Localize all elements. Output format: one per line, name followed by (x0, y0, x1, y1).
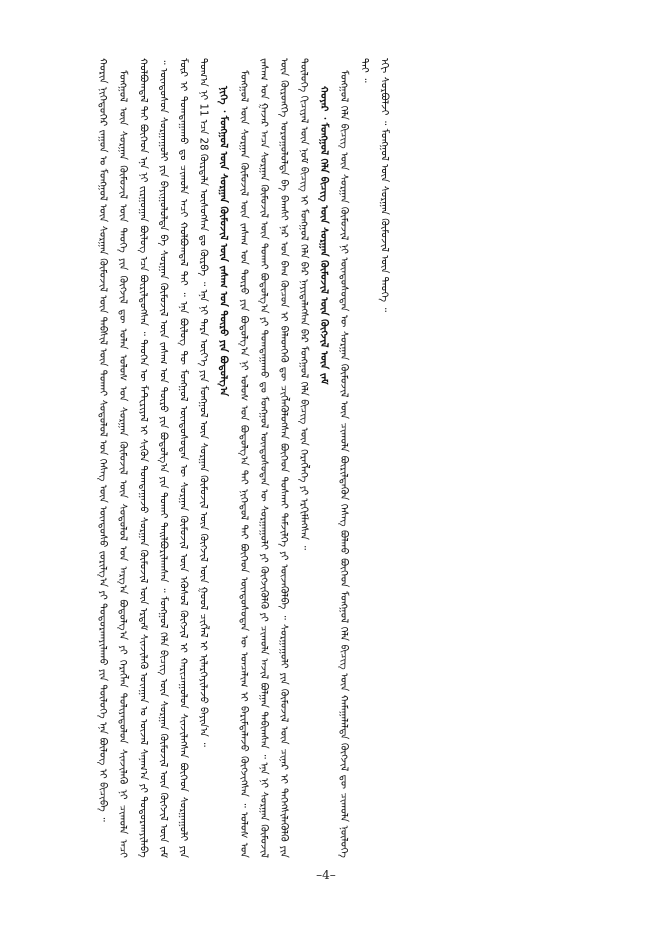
paragraph-1: ᠬᠣᠷᠢᠨ ᠨᠢᠭᠡᠳᠦᠭᠡᠷ ᠵᠠᠭᠤᠨ ᠤ ᠮᠣᠩᠭᠣᠯ ᠦᠨ ᠰᠤᠷᠭᠠᠨ ᠬᠦᠮᠦᠵᠢᠯ ᠦᠨ ᠳᠡᠪᠰᠢᠯ ᠦᠨ ᠲᠤᠬᠠᠢ ᠰᠤᠳᠤᠯᠤᠯ ᠤᠨ ᠬᠡᠰᠡᠭ ᠦᠨ ᠦᠨᠳᠦᠰᠦ ᠵᠣᠷᠢᠯᠭ᠎ᠠ ᠶᠢ ᠲᠣᠳᠤᠷᠬᠠᠶᠢᠯᠠᠬᠤ ᠶᠢᠨ ᠲᠥᠯᠦᠭᠡ ᠡᠨᠡ ᠪᠥᠯᠥᠭ ᠢ ᠪᠢᠴᠢᠪᠡ ᠃ (97, 58, 109, 822)
paragraph-2: ᠮᠣᠩᠭᠣᠯ ᠦᠨ ᠰᠤᠷᠭᠠᠨ ᠬᠦᠮᠦᠵᠢᠯ ᠦᠨ ᠲᠡᠦᠬᠡ ᠶᠢᠨ ᠬᠥᠭᠵᠢᠯ ᠳᠦ ᠣᠯᠠᠨ ᠤᠯᠤᠰ ᠤᠨ ᠰᠤᠷᠭᠠᠨ ᠬᠦᠮᠦᠵᠢᠯ ᠦᠨ ᠰᠤᠳᠤᠯᠤᠯ ᠤᠨ ᠠᠷᠭ᠎ᠠ ᠪᠣᠳᠤᠯᠭ᠎ᠠ ᠶᠢ ᠬᠡᠷᠡᠭᠯᠡᠨ ᠲᠣᠯᠢᠶᠠᠳᠤᠯᠤᠨ ᠰᠢᠨᠵᠢᠯᠡᠬᠦ ᠨᠢ ᠴᠢᠬᠤᠯᠠ ᠠᠴᠢ ᠬᠣᠯᠪᠣᠭᠳᠠᠯ ᠲᠠᠢ ᠪᠥᠭᠡᠳ ᠡᠨᠡ ᠨᠢ ᠵᠢᠷᠭᠤᠭᠠᠨ ᠪᠦᠯᠦᠭ ᠡᠴᠡ ᠪᠦᠷᠢᠯᠳᠦᠭᠰᠡᠨ ᠃ ᠳᠡᠦᠬᠡᠨ ᠦ ᠮᠠᠲ᠋ᠧᠷᠢᠶᠠᠯ ᠢ ᠰᠢᠭᠦᠨ ᠲᠣᠭᠲᠠᠭᠠᠵᠤ ᠰᠤᠷᠭᠠᠨ ᠬᠦᠮᠦᠵᠢᠯ ᠦᠨ ᠡᠷᠳᠡᠮ ᠰᠢᠨᠵᠢᠯᠡᠬᠦ ᠤᢈᠠᠭᠠᠨ ᠤ ᠦᠵᠡᠯ ᠰᠠᠨᠠᠭ᠎ᠠ ᠶᠢ ᠲᠣᠳᠤᠷᠬᠠᠶᠢᠯᠠᠪᠠ ᠃ ᠦᠨᠳᠦᠰᠦᠨ ᠰᠤᠷᠭᠠᠭᠤᠯᠢ ᠶᠢᠨ ᠪᠠᠶᠢᠭᠤᠯᠤᠯᠳᠠ ᠪᠠ ᠰᠤᠷᠭᠠᠨ ᠬᠦᠮᠦᠵᠢᠯ ᠦᠨ ᠵᠠᠰᠠᠭ ᠤᠨ ᠲᠥᠷᠦ ᠶᠢᠨ ᠪᠣᠳᠣᠯᠭ᠎ᠠ ᠶᠢᠨ ᠲᠤᠬᠠᠢ ᠲᠠᠢᠯᠪᠤᠷᠢᠯᠠᠭᠰᠠᠨ ᠃ ᠮᠣᠩᠭᠣᠯ ᠬᠡᠯᠡ ᠪᠢᠴᠢᠭ ᠦᠨ ᠰᠤᠷᠭᠠᠨ ᠬᠦᠮᠦᠵᠢᠯ ᠦᠨ ᠬᠥᠭᠵᠢᠯ ᠦᠨ ᠵᠠᠮ ᠮᠥᠷ ᠢ ᠲᠣᠭᠲᠠᠭᠠᠬᠤ ᠳᠤ ᠴᠢᠬᠤᠯᠠ ᠠᠴᠢ ᠬᠣᠯᠪᠣᠭᠳᠠᠯ ᠲᠠᠢ ᠃ ᠡᠨᠡ ᠪᠦᠯᠦᠭ ᠲᠦ ᠮᠣᠩᠭᠣᠯ ᠦᠨᠳᠦᠰᠦᠲᠡᠨ ᠦ ᠰᠤᠷᠭᠠᠨ ᠬᠦᠮᠦᠵᠢᠯ ᠦᠨ ᠡᠭᠦᠰᠦᠯ ᠬᠥᠭᠵᠢᠯ ᠢ ᠬᠠᠷᠢᠴᠠᠭᠤᠯᠤᠨ ᠰᠢᠨᠵᠢᠯᠡᠭᠰᠡᠨ ᠪᠥᠭᠡᠳ ᠰᠤᠷᠭᠠᠭᠤᠯᠢ ᠶᠢᠨ ᠲᠣᠭ᠎ᠠ ᠨᠢ 11 ᠡᠴᠡ 28 ᠬᠦᠷᠲᠡᠯᠡ ᠥᠰᠦᠭᠰᠡᠨ ᠳᠤ ᠬᠦᠷᠪᠡ ᠃ ᠡᠨᠡ ᠨᠢ ᠲᠡᠷᠡ ᠦᠶ᠎ᠡ ᠶᠢᠨ ᠮᠣᠩᠭᠣᠯ ᠦᠨ ᠰᠤᠷᠭᠠᠨ ᠬᠦᠮᠦᠵᠢᠯ ᠦᠨ ᠬᠥᠭᠵᠢᠯ ᠦᠨ ᠭᠣᠣᠯ ᠴᠢᠭᠯᠡᠯ ᠢ ᠢᠯᠡᠷᠬᠡᠶᠢᠯᠡᠵᠦ ᠪᠠᠶᠢᠨ᠎ᠠ ᠃ (117, 58, 209, 858)
section-heading-1: ᠨᠢᠭᠡ ᠂ ᠮᠣᠩᠭᠣᠯ ᠦᠨ ᠰᠤᠷᠭᠠᠨ ᠬᠦᠮᠦᠵᠢᠯ ᠦᠨ ᠵᠠᠰᠠᠭ ᠤᠨ ᠲᠥᠷᠦ ᠶᠢᠨ ᠪᠣᠳᠣᠯᠭ᠎ᠠ (217, 86, 229, 397)
paragraph-3: ᠮᠣᠩᠭᠣᠯ ᠦᠨ ᠰᠤᠷᠭᠠᠨ ᠬᠦᠮᠦᠵᠢᠯ ᠦᠨ ᠵᠠᠰᠠᠭ ᠤᠨ ᠲᠥᠷᠦ ᠶᠢᠨ ᠪᠣᠳᠣᠯᠭ᠎ᠠ ᠨᠢ ᠤᠯᠤᠰ ᠤᠨ ᠪᠣᠳᠣᠯᠭ᠎ᠠ ᠲᠠᠢ ᠨᠢᠭᠡᠳᠦᠯ ᠲᠡᠢ ᠪᠥᠭᠡᠳ ᠦᠨᠳᠦᠰᠦᠲᠡᠨ ᠦ ᠣᠨᠴᠠᠯᠢᠭ ᠢ ᠪᠠᠷᠢᠮᠲᠠᠯᠠᠵᠤ ᠬᠥᠭᠵᠢᠭᠰᠡᠨ ᠃ ᠤᠯᠤᠰ ᠤᠨ ᠵᠠᠰᠠᠭ ᠤᠨ ᠭᠠᠵᠠᠷ ᠠᠴᠠ ᠰᠤᠷᠭᠠᠨ ᠬᠦᠮᠦᠵᠢᠯ ᠦᠨ ᠲᠤᠬᠠᠢ ᠪᠣᠳᠣᠯᠭ᠎ᠠ ᠶᠢ ᠲᠣᠭᠲᠠᠭᠠᠬᠤ ᠳᠤ ᠮᠣᠩᠭᠣᠯ ᠦᠨᠳᠦᠰᠦᠲᠡᠨ ᠦ ᠰᠤᠷᠭᠠᠭᠤᠯᠢ ᠶᠢ ᠬᠥᠭᠵᠢᠭᠦᠯᠬᠦ ᠶᠢ ᠴᠢᠬᠤᠯᠠ ᠠᠵᠢᠯ ᠪᠣᠯᠭᠠᠨ ᠲᠠᠪᠢᠭᠰᠠᠨ ᠃ ᠡᠨᠡ ᠨᠢ ᠰᠤᠷᠭᠠᠨ ᠬᠦᠮᠦᠵᠢᠯ ᠦᠨ ᠬᠥᠷᠥᠩᠭᠡ ᠣᠷᠤᠭᠤᠯᠤᠯᠳᠠ ᠪᠠ ᠪᠠᠭᠰᠢ ᠨᠠᠷ ᠤᠨ ᠪᠠᠭ ᠬᠦᠴᠦᠨ ᠢ ᠪᠡᠯᠡᠳᠬᠡᠬᠦ ᠳᠦ ᠴᠢᠭᠯᠡᠭᠦᠯᠦᠭᠰᠡᠨ ᠪᠥᠭᠡᠳ ᠲᠣᠰᠬᠠᠢ ᠳᠡᠮᠵᠢᠯᠭᠡ ᠶᠢ ᠦᠵᠡᠭᠦᠯᠪᠡ ᠃ ᠰᠤᠷᠭᠠᠭᠤᠯᠢ ᠶᠢᠨ ᠬᠥᠮᠦᠵᠢᠯ ᠦᠨ ᠴᠢᠨᠠᠷ ᠢ ᠳᠡᠭᠡᠭᠰᠢᠯᠡᠭᠦᠯᠬᠦ ᠶᠢᠨ ᠲᠥᠯᠦᠭᠡ ᠬᠢᠴᠢᠶᠡᠯ ᠦᠨ ᠨᠣᠮ ᠪᠢᠴᠢᠭ ᠢ ᠮᠣᠩᠭᠣᠯ ᠬᠡᠯᠡ ᠪᠡᠷ ᠨᠡᠶᠢᠲᠡᠯᠡᠭᠰᠡᠨ ᠪᠡᠷ ᠮᠣᠩᠭᠣᠯ ᠬᠡᠯᠡ ᠪᠢᠴᠢᠭ ᠦᠨ ᠬᠡᠷᠡᠭᠯᠡᠭᠡ ᠶᠢ ᠡᠷᠬᠢᠮᠯᠡᠭᠰᠡᠨ ᠃ (237, 58, 310, 858)
section-heading-2: ᠬᠣᠶᠠᠷ ᠂ ᠮᠣᠩᠭᠣᠯ ᠬᠡᠯᠡ ᠪᠢᠴᠢᠭ ᠦᠨ ᠰᠤᠷᠭᠠᠨ ᠬᠦᠮᠦᠵᠢᠯ ᠦᠨ ᠬᠥᠭᠵᠢᠯ ᠦᠨ ᠵᠠᠮ (318, 86, 330, 385)
references-line: ᠡᠬᠢ ᠰᠤᠷᠪᠤᠯᠵᠢ ᠃ ᠮᠣᠩᠭᠣᠯ ᠦᠨ ᠰᠤᠷᠭᠠᠨ ᠬᠦᠮᠦᠵᠢᠯ ᠦᠨ ᠲᠡᠦᠬᠡ ᠃ (378, 58, 390, 313)
page-number: –4– (316, 868, 336, 882)
mongolian-text-block (92, 58, 562, 858)
paragraph-4: ᠮᠣᠩᠭᠣᠯ ᠬᠡᠯᠡ ᠪᠢᠴᠢᠭ ᠦᠨ ᠰᠤᠷᠭᠠᠨ ᠬᠦᠮᠦᠵᠢᠯ ᠨᠢ ᠦᠨᠳᠦᠰᠦᠲᠡᠨ ᠦ ᠰᠤᠷᠭᠠᠨ ᠬᠦᠮᠦᠵᠢᠯ ᠦᠨ ᠴᠢᠬᠤᠯᠠ ᠪᠦᠷᠢᠯᠳᠡᠬᠦᠨ ᠬᠡᠰᠡᠭ ᠪᠣᠯᠬᠤ ᠪᠥᠭᠡᠳ ᠮᠣᠩᠭᠣᠯ ᠬᠡᠯᠡ ᠪᠢᠴᠢᠭ ᠦᠨ ᠬᠠᠮᠠᠭᠠᠯᠠᠯᠳᠠ ᠬᠥᠭᠵᠢᠯ ᠳᠦ ᠴᠢᠬᠤᠯᠠ ᠨᠥᠯᠦᠭᠡ ᠲᠠᠢ ᠃ (338, 58, 370, 858)
